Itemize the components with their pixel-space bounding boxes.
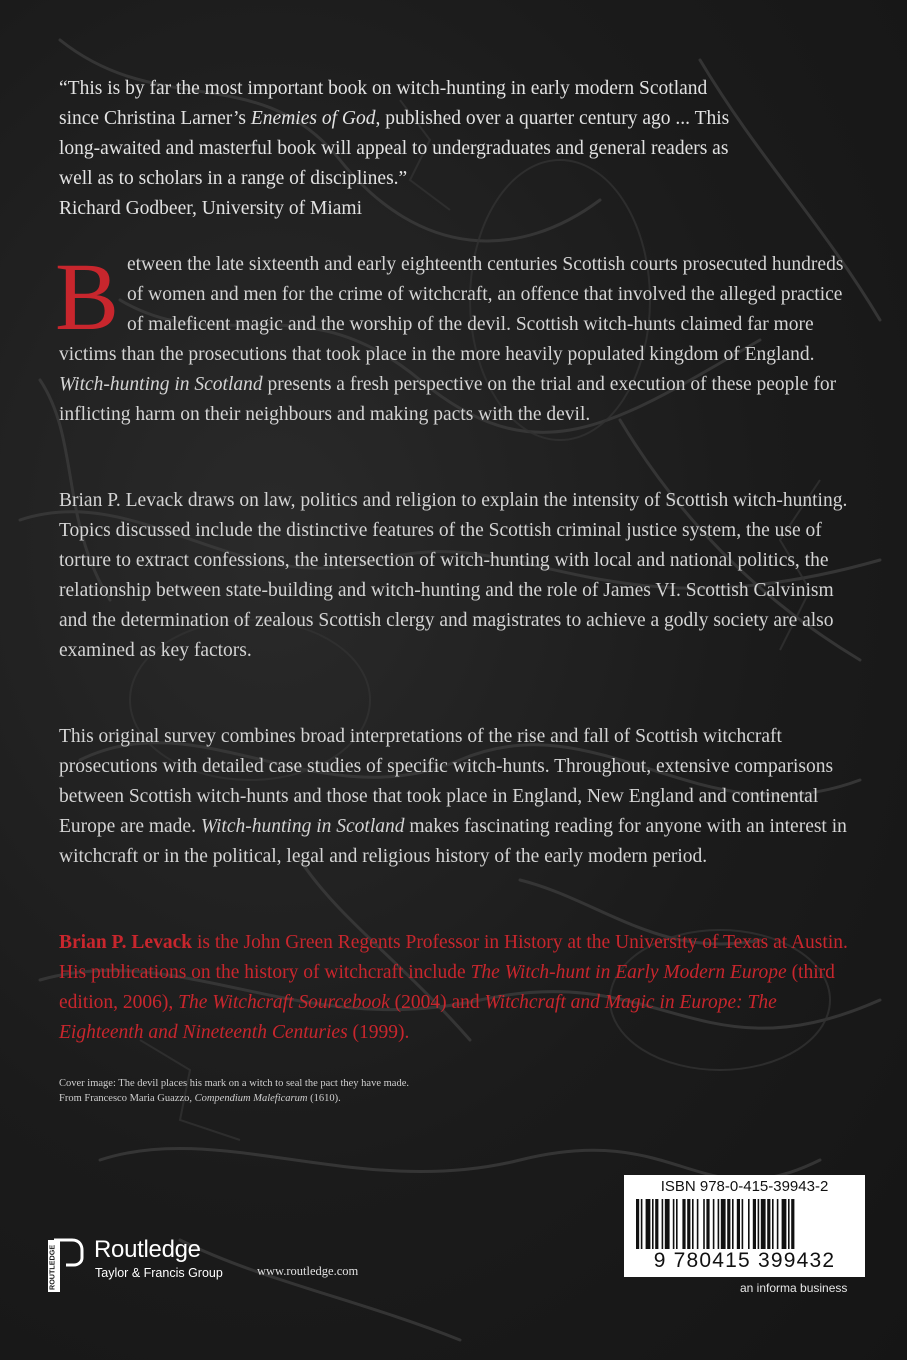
quote-text: since Christina Larner’s [59, 108, 251, 129]
barcode-bar [732, 1199, 734, 1249]
barcode-bar [662, 1199, 664, 1249]
barcode-bar [718, 1199, 720, 1249]
barcode-bars [636, 1199, 853, 1249]
publisher-website: www.routledge.com [257, 1264, 359, 1278]
cover-image-credit [59, 1076, 619, 1106]
barcode-bar [676, 1199, 678, 1249]
bio-text: is the John Green Regents Professor in History at the University of Texas at Austin. His publications on the history of witchcraft include [59, 932, 848, 983]
barcode-bar [652, 1199, 654, 1249]
quote-line: well as to scholars in a range of disciplines.” [59, 168, 408, 189]
bio-text: (third edition, 2006), [59, 962, 835, 1013]
paragraph-text: This original survey combines broad interpretations of the rise and fall of Scottish witchcraft prosecutions with detailed case studies of specific witch-hunts. Throughout, extensive comparisons between Scottish witch-hunts and those that took place in England, New England and continental Europe are made. [59, 726, 834, 837]
barcode-bar [782, 1199, 787, 1249]
publisher-logo [42, 1236, 252, 1296]
quote-book-title: Enemies of God [250, 108, 376, 129]
quote-line: “This is by far the most important book on witch-hunting in early modern Scotland [59, 78, 708, 99]
barcode-bar [641, 1199, 643, 1249]
bio-book-title: Witchcraft and Magic in Europe: The Eighteenth and Nineteenth Centuries [59, 992, 777, 1043]
quote-line [59, 104, 859, 134]
author-bio [59, 928, 859, 1048]
description-paragraph-2: Brian P. Levack draws on law, politics and religion to explain the intensity of Scottish witch-hunting. Topics discussed include the distinctive features of the Scottish criminal justice system, the use of torture to extract confessions, the intersection of witch-hunting with local and national politics, the relationship between state-building and witch-hunting and the role of James VI. Scottish Calvinism and the determination of zealous Scottish clergy and magistrates to achieve a godly society are also examined as key factors. [59, 490, 848, 661]
barcode-digits: 9 780415 399432 [653, 1249, 836, 1272]
barcode-bar [742, 1199, 744, 1249]
bio-text: (1999). [347, 1022, 410, 1043]
isbn-label: ISBN 978-0-415-39943-2 [660, 1178, 829, 1195]
credit-book-title: Compendium Maleficarum [194, 1093, 308, 1104]
barcode-bar [721, 1199, 726, 1249]
credit-line: Cover image: The devil places his mark on a witch to seal the pact they have made. [59, 1078, 409, 1089]
barcode-bar [703, 1199, 705, 1249]
quote-text: , published over a quarter century ago ... This [375, 108, 730, 129]
barcode-bar [646, 1199, 651, 1249]
barcode-bar [748, 1199, 750, 1249]
barcode-bar [665, 1199, 670, 1249]
review-quote [59, 74, 859, 224]
publisher-group: Taylor & Francis Group [95, 1266, 223, 1280]
bio-book-title: The Witchcraft Sourcebook [178, 992, 390, 1013]
barcode-bar [758, 1199, 760, 1249]
barcode-bar [737, 1199, 740, 1249]
bio-text: (2004) and [389, 992, 485, 1013]
bio-book-title: The Witch-hunt in Early Modern Europe [470, 962, 787, 983]
isbn-barcode [624, 1175, 865, 1277]
barcode-bar [697, 1199, 699, 1249]
paragraph-text: etween the late sixteenth and early eighteenth centuries Scottish courts prosecuted hundreds of women and men for the crime of witchcraft, an offence that involved the alleged practice of maleficent magic and the worship of the devil. Scottish witch-hunts claimed far more victims than the prosecutions that took place in the more heavily populated kingdom of England. [59, 254, 844, 365]
publisher-name: Routledge [94, 1236, 201, 1263]
paragraph-text: presents a fresh perspective on the trial and execution of these people for inflicting harm on their neighbours and making pacts with the devil. [59, 374, 837, 425]
barcode-bar [772, 1199, 774, 1249]
barcode-bar [791, 1199, 794, 1249]
credit-text: From Francesco Maria Guazzo, [59, 1093, 195, 1104]
informa-tagline: an informa business [740, 1281, 848, 1295]
quote-attribution: Richard Godbeer, University of Miami [59, 198, 363, 219]
barcode-bar [655, 1199, 658, 1249]
credit-text: (1610). [307, 1093, 341, 1104]
credit-line [59, 1091, 619, 1106]
drop-cap: B [55, 243, 120, 350]
description-paragraph-1 [55, 243, 859, 430]
routledge-r-logo-icon [42, 1236, 86, 1296]
barcode-bar [788, 1199, 790, 1249]
barcode-bar [687, 1199, 690, 1249]
barcode-bar [713, 1199, 715, 1249]
barcode-bar [682, 1199, 685, 1249]
book-title: Witch-hunting in Scotland [59, 374, 263, 395]
barcode-bar [706, 1199, 709, 1249]
barcode-bar [777, 1199, 779, 1249]
author-name: Brian P. Levack [59, 932, 193, 953]
barcode-bar [692, 1199, 694, 1249]
publisher-vertical-text: ROUTLEDGE [47, 1244, 57, 1290]
barcode-bar [727, 1199, 730, 1249]
barcode-bar [636, 1199, 639, 1249]
barcode-bar [673, 1199, 675, 1249]
barcode-bar [753, 1199, 756, 1249]
quote-line: long-awaited and masterful book will appeal to undergraduates and general readers as [59, 138, 729, 159]
paragraph-text: makes fascinating reading for anyone with an interest in witchcraft or in the political, legal and religious history of the early modern period. [59, 816, 847, 867]
description-paragraph-3 [59, 722, 859, 872]
book-title: Witch-hunting in Scotland [200, 816, 405, 837]
barcode-bar [767, 1199, 770, 1249]
barcode-bar [761, 1199, 766, 1249]
